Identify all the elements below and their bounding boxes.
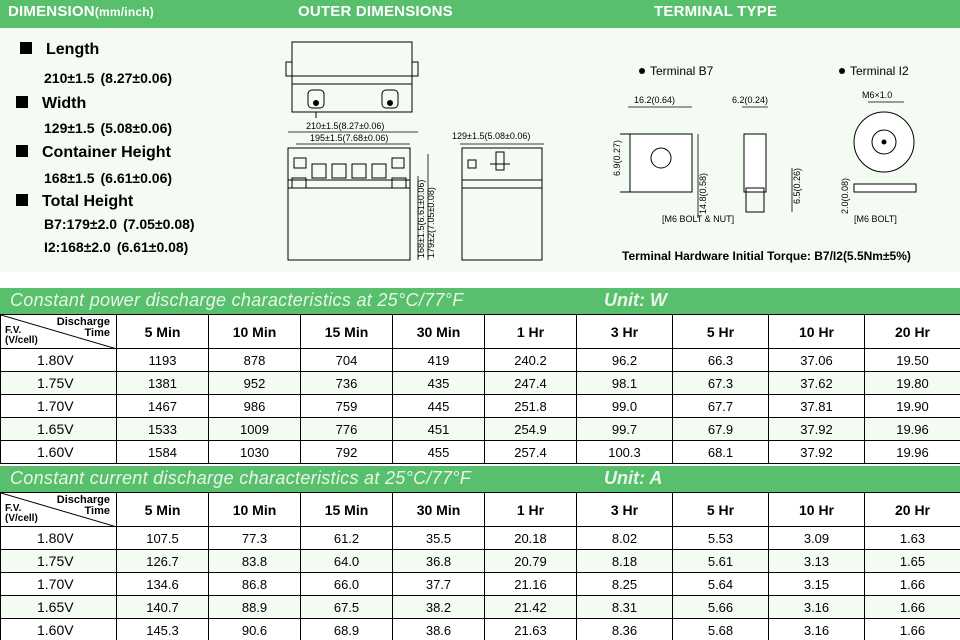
b7-width-label: 16.2(0.64) bbox=[634, 95, 676, 105]
table-cell: 100.3 bbox=[577, 441, 673, 464]
container-height-value: 168±1.5 (6.61±0.06) bbox=[44, 170, 173, 186]
table-cell: 1193 bbox=[117, 349, 209, 372]
table-cell: 952 bbox=[209, 372, 301, 395]
col-header: 10 Min bbox=[209, 315, 301, 349]
table-cell: 68.9 bbox=[301, 619, 393, 640]
table-cell: 254.9 bbox=[485, 418, 577, 441]
dimension-unit-text: (mm/inch) bbox=[94, 5, 154, 19]
power-corner-cell bbox=[1, 315, 117, 349]
table-cell: 99.0 bbox=[577, 395, 673, 418]
table-cell: 435 bbox=[393, 372, 485, 395]
table-cell: 19.96 bbox=[865, 418, 960, 441]
table-cell: 19.96 bbox=[865, 441, 960, 464]
table-cell: 257.4 bbox=[485, 441, 577, 464]
power-header-row bbox=[1, 315, 960, 349]
table-cell: 8.36 bbox=[577, 619, 673, 640]
terminal-b7-bullet-icon bbox=[639, 68, 645, 74]
table-cell: 8.02 bbox=[577, 527, 673, 550]
total-height-i2-value: I2:168±2.0 (6.61±0.08) bbox=[44, 239, 189, 255]
table-cell: 66.3 bbox=[673, 349, 769, 372]
table-cell: 38.2 bbox=[393, 596, 485, 619]
table-cell: 3.13 bbox=[769, 550, 865, 573]
b7-h3-label: 6.5(0.26) bbox=[792, 167, 802, 204]
table-cell: 5.68 bbox=[673, 619, 769, 640]
col-header: 3 Hr bbox=[577, 493, 673, 527]
length-value: 210±1.5 (8.27±0.06) bbox=[44, 70, 173, 86]
col-header: 5 Min bbox=[117, 493, 209, 527]
fv-cell: 1.80V bbox=[1, 349, 117, 372]
col-header: 10 Min bbox=[209, 493, 301, 527]
table-cell: 1.63 bbox=[865, 527, 960, 550]
fv-cell: 1.70V bbox=[1, 573, 117, 596]
top-header-bar bbox=[0, 0, 960, 28]
table-cell: 21.16 bbox=[485, 573, 577, 596]
width-dim-label: 129±1.5(5.08±0.06) bbox=[452, 131, 531, 141]
dimension-list bbox=[0, 28, 280, 272]
table-cell: 134.6 bbox=[117, 573, 209, 596]
col-header: 30 Min bbox=[393, 315, 485, 349]
table-cell: 5.61 bbox=[673, 550, 769, 573]
table-cell: 1381 bbox=[117, 372, 209, 395]
table-cell: 67.9 bbox=[673, 418, 769, 441]
battery-top-view bbox=[286, 42, 418, 118]
bullet-square-icon bbox=[20, 42, 32, 54]
fv-cell: 1.65V bbox=[1, 596, 117, 619]
table-cell: 240.2 bbox=[485, 349, 577, 372]
terminal-type-header: TERMINAL TYPE bbox=[654, 3, 778, 20]
corner-top-text: Discharge Time bbox=[56, 494, 110, 517]
col-header: 15 Min bbox=[301, 315, 393, 349]
fv-cell: 1.60V bbox=[1, 619, 117, 640]
table-cell: 83.8 bbox=[209, 550, 301, 573]
table-cell: 67.3 bbox=[673, 372, 769, 395]
current-header-row bbox=[1, 493, 960, 527]
table-cell: 455 bbox=[393, 441, 485, 464]
table-cell: 35.5 bbox=[393, 527, 485, 550]
col-header: 30 Min bbox=[393, 493, 485, 527]
b7-caption: [M6 BOLT & NUT] bbox=[662, 214, 735, 224]
top-panel bbox=[0, 28, 960, 272]
table-cell: 1.66 bbox=[865, 596, 960, 619]
table-cell: 37.92 bbox=[769, 441, 865, 464]
col-header: 10 Hr bbox=[769, 315, 865, 349]
table-cell: 19.80 bbox=[865, 372, 960, 395]
table-cell: 251.8 bbox=[485, 395, 577, 418]
table-cell: 126.7 bbox=[117, 550, 209, 573]
table-row bbox=[1, 441, 960, 464]
table-cell: 5.64 bbox=[673, 573, 769, 596]
table-row bbox=[1, 395, 960, 418]
table-cell: 1030 bbox=[209, 441, 301, 464]
table-cell: 1009 bbox=[209, 418, 301, 441]
terminal-b7-front bbox=[620, 134, 692, 192]
i2-caption: [M6 BOLT] bbox=[854, 214, 897, 224]
col-header: 20 Hr bbox=[865, 493, 960, 527]
col-header: 10 Hr bbox=[769, 493, 865, 527]
length-label: Length bbox=[20, 41, 99, 59]
total-height-b7-value: B7:179±2.0 (7.05±0.08) bbox=[44, 216, 195, 232]
table-cell: 36.8 bbox=[393, 550, 485, 573]
col-header: 1 Hr bbox=[485, 315, 577, 349]
table-cell: 1533 bbox=[117, 418, 209, 441]
table-cell: 776 bbox=[301, 418, 393, 441]
table-cell: 96.2 bbox=[577, 349, 673, 372]
battery-side-view bbox=[462, 148, 542, 260]
power-section-unit: Unit: W bbox=[604, 290, 667, 310]
table-cell: 37.92 bbox=[769, 418, 865, 441]
torque-note: Terminal Hardware Initial Torque: B7/I2(5.5Nm±5%) bbox=[622, 249, 911, 263]
table-cell: 64.0 bbox=[301, 550, 393, 573]
terminal-i2-title: Terminal I2 bbox=[850, 64, 909, 78]
b7-h2-label: 14.8(0.58) bbox=[698, 172, 708, 214]
terminal-i2-drawing bbox=[854, 112, 916, 192]
table-row bbox=[1, 349, 960, 372]
col-header: 5 Hr bbox=[673, 493, 769, 527]
table-cell: 67.5 bbox=[301, 596, 393, 619]
table-cell: 1.66 bbox=[865, 619, 960, 640]
terminal-type-drawing bbox=[592, 28, 960, 272]
corner-top-text: Discharge Time bbox=[56, 316, 110, 339]
fv-cell: 1.75V bbox=[1, 550, 117, 573]
col-header: 20 Hr bbox=[865, 315, 960, 349]
bullet-square-icon bbox=[16, 194, 28, 206]
table-cell: 37.7 bbox=[393, 573, 485, 596]
height-dim-label: 168±1.5(6.61±0.06) bbox=[416, 179, 426, 258]
col-header: 3 Hr bbox=[577, 315, 673, 349]
table-cell: 68.1 bbox=[673, 441, 769, 464]
col-header: 1 Hr bbox=[485, 493, 577, 527]
table-cell: 5.66 bbox=[673, 596, 769, 619]
length-dim-label: 210±1.5(8.27±0.06) bbox=[306, 121, 385, 131]
width-label: Width bbox=[16, 95, 86, 113]
table-cell: 37.62 bbox=[769, 372, 865, 395]
bullet-square-icon bbox=[16, 96, 28, 108]
table-cell: 451 bbox=[393, 418, 485, 441]
total-height-dim-label: 179±2(7.05±0.08) bbox=[426, 187, 436, 258]
table-cell: 107.5 bbox=[117, 527, 209, 550]
power-section-title: Constant power discharge characteristics at 25°C/77°F bbox=[10, 290, 464, 310]
terminal-b7-side bbox=[744, 134, 766, 212]
b7-thick-label: 6.2(0.24) bbox=[732, 95, 769, 105]
table-cell: 140.7 bbox=[117, 596, 209, 619]
table-cell: 145.3 bbox=[117, 619, 209, 640]
col-header: 15 Min bbox=[301, 493, 393, 527]
table-cell: 77.3 bbox=[209, 527, 301, 550]
i2-h-label: 2.0(0.08) bbox=[840, 177, 850, 214]
dimension-header-text: DIMENSION bbox=[8, 3, 95, 20]
table-cell: 19.90 bbox=[865, 395, 960, 418]
current-section-title: Constant current discharge characteristics at 25°C/77°F bbox=[10, 468, 472, 488]
table-cell: 1.66 bbox=[865, 573, 960, 596]
fv-cell: 1.70V bbox=[1, 395, 117, 418]
width-value: 129±1.5 (5.08±0.06) bbox=[44, 120, 173, 136]
table-cell: 986 bbox=[209, 395, 301, 418]
table-cell: 5.53 bbox=[673, 527, 769, 550]
table-cell: 3.16 bbox=[769, 596, 865, 619]
table-cell: 37.81 bbox=[769, 395, 865, 418]
table-cell: 61.2 bbox=[301, 527, 393, 550]
table-cell: 445 bbox=[393, 395, 485, 418]
table-cell: 1467 bbox=[117, 395, 209, 418]
b7-h1-label: 6.9(0.27) bbox=[612, 139, 622, 176]
dimension-header bbox=[8, 3, 154, 20]
table-cell: 247.4 bbox=[485, 372, 577, 395]
table-cell: 99.7 bbox=[577, 418, 673, 441]
inner-length-dim-label: 195±1.5(7.68±0.06) bbox=[310, 133, 389, 143]
table-cell: 37.06 bbox=[769, 349, 865, 372]
table-cell: 21.63 bbox=[485, 619, 577, 640]
table-cell: 1.65 bbox=[865, 550, 960, 573]
table-cell: 20.79 bbox=[485, 550, 577, 573]
table-cell: 88.9 bbox=[209, 596, 301, 619]
table-cell: 419 bbox=[393, 349, 485, 372]
table-row bbox=[1, 596, 960, 619]
table-row bbox=[1, 619, 960, 640]
total-height-label: Total Height bbox=[16, 193, 133, 211]
table-cell: 38.6 bbox=[393, 619, 485, 640]
current-section-unit: Unit: A bbox=[604, 468, 663, 488]
i2-bolt-label: M6×1.0 bbox=[862, 90, 893, 100]
table-row bbox=[1, 573, 960, 596]
table-cell: 67.7 bbox=[673, 395, 769, 418]
table-row bbox=[1, 418, 960, 441]
current-corner-cell bbox=[1, 493, 117, 527]
corner-bottom-text: F.V. (V/cell) bbox=[5, 503, 38, 524]
table-row bbox=[1, 550, 960, 573]
table-cell: 878 bbox=[209, 349, 301, 372]
table-cell: 3.15 bbox=[769, 573, 865, 596]
fv-cell: 1.75V bbox=[1, 372, 117, 395]
table-cell: 1584 bbox=[117, 441, 209, 464]
table-cell: 792 bbox=[301, 441, 393, 464]
bullet-square-icon bbox=[16, 145, 28, 157]
table-cell: 21.42 bbox=[485, 596, 577, 619]
table-cell: 3.09 bbox=[769, 527, 865, 550]
fv-cell: 1.65V bbox=[1, 418, 117, 441]
terminal-i2-bullet-icon bbox=[839, 68, 845, 74]
current-discharge-table bbox=[0, 492, 960, 640]
table-cell: 19.50 bbox=[865, 349, 960, 372]
table-cell: 8.18 bbox=[577, 550, 673, 573]
table-cell: 759 bbox=[301, 395, 393, 418]
table-cell: 98.1 bbox=[577, 372, 673, 395]
container-height-label: Container Height bbox=[16, 144, 171, 162]
col-header: 5 Hr bbox=[673, 315, 769, 349]
table-cell: 8.31 bbox=[577, 596, 673, 619]
col-header: 5 Min bbox=[117, 315, 209, 349]
outer-dimensions-header: OUTER DIMENSIONS bbox=[298, 3, 453, 20]
table-row bbox=[1, 372, 960, 395]
corner-bottom-text: F.V. (V/cell) bbox=[5, 325, 38, 346]
table-cell: 20.18 bbox=[485, 527, 577, 550]
table-cell: 86.8 bbox=[209, 573, 301, 596]
table-cell: 66.0 bbox=[301, 573, 393, 596]
fv-cell: 1.60V bbox=[1, 441, 117, 464]
table-row bbox=[1, 527, 960, 550]
terminal-b7-title: Terminal B7 bbox=[650, 64, 714, 78]
table-cell: 90.6 bbox=[209, 619, 301, 640]
table-cell: 736 bbox=[301, 372, 393, 395]
outer-dimensions-drawing bbox=[282, 28, 582, 272]
table-cell: 3.16 bbox=[769, 619, 865, 640]
battery-front-view bbox=[288, 148, 410, 260]
fv-cell: 1.80V bbox=[1, 527, 117, 550]
table-cell: 8.25 bbox=[577, 573, 673, 596]
power-discharge-table bbox=[0, 314, 960, 464]
current-section-header bbox=[0, 466, 960, 492]
table-cell: 704 bbox=[301, 349, 393, 372]
power-section-header bbox=[0, 288, 960, 314]
